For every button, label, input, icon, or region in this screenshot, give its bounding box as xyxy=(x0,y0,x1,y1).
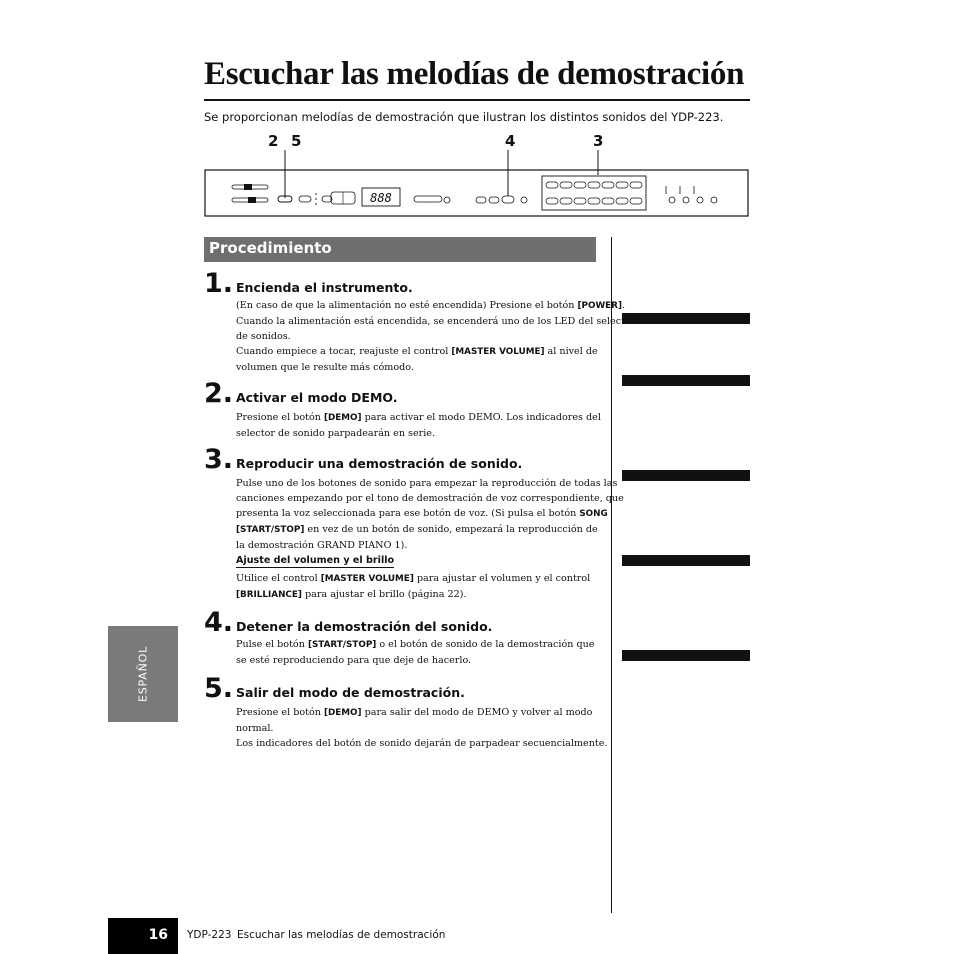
body-text: la demostración GRAND PIANO 1). xyxy=(236,540,408,551)
body-line xyxy=(236,637,598,653)
sidebar-note-bar xyxy=(622,650,750,661)
tempo-button xyxy=(322,196,332,202)
body-line xyxy=(236,476,618,491)
body-text: se esté reproduciendo para que deje de hacerlo. xyxy=(236,655,472,666)
footer-section-title: Escuchar las melodías de demostración xyxy=(237,929,446,941)
body-text: o el botón de sonido de la demostración que xyxy=(376,639,595,650)
body-line xyxy=(236,426,598,441)
start-stop-button xyxy=(521,197,527,203)
rec-button xyxy=(502,196,514,203)
body-line xyxy=(236,410,601,426)
body-text: normal. xyxy=(236,723,274,734)
step-body xyxy=(236,637,598,668)
voice-selector-group xyxy=(542,176,646,210)
body-line xyxy=(236,736,608,751)
body-text: Presione el botón xyxy=(236,707,324,718)
step-number: 4. xyxy=(204,607,234,638)
body-text: Cuando la alimentación está encendida, se encenderá uno de los LED del selector xyxy=(236,316,636,327)
body-line xyxy=(236,587,598,603)
body-text: presenta la voz seleccionada para ese botón de voz. (Si pulsa el botón xyxy=(236,508,580,519)
body-text: Cuando empiece a tocar, reajuste el control xyxy=(236,346,452,357)
step-body xyxy=(236,298,636,375)
voice-buttons xyxy=(546,182,642,204)
body-text: volumen que le resulte más cómodo. xyxy=(236,362,414,373)
body-text: para salir del modo de DEMO y volver al modo xyxy=(361,707,593,718)
control-panel-diagram xyxy=(204,146,750,218)
body-line xyxy=(236,360,598,375)
body-text: canciones empezando por el tono de demostración de voz correspondiente, que xyxy=(236,493,624,504)
step-title: Salir del modo de demostración. xyxy=(236,685,465,700)
step-number: 3. xyxy=(204,444,234,475)
track-2-button xyxy=(489,197,499,203)
body-text: en vez de un botón de sonido, empezará la reproducción de xyxy=(304,524,598,535)
control-name: SONG xyxy=(579,509,608,519)
procedure-heading: Procedimiento xyxy=(209,239,332,257)
body-text: Los indicadores del botón de sonido dejarán de parpadear secuencialmente. xyxy=(236,738,608,749)
step-title: Activar el modo DEMO. xyxy=(236,390,398,405)
body-text: al nivel de xyxy=(544,346,598,357)
body-line xyxy=(236,571,598,587)
display-digits: 888 xyxy=(370,191,392,205)
song-select-buttons xyxy=(414,196,442,202)
body-line xyxy=(236,721,598,736)
body-line xyxy=(236,329,598,344)
body-line xyxy=(236,705,598,721)
sidebar-note-bar xyxy=(622,375,750,386)
effect-indicators xyxy=(666,186,694,194)
sidebar-note-bar xyxy=(622,470,750,481)
body-line xyxy=(236,522,598,538)
body-line xyxy=(236,314,636,329)
step-body xyxy=(236,705,608,751)
body-line xyxy=(236,344,598,360)
control-name: [POWER] xyxy=(577,301,622,311)
track-1-button xyxy=(476,197,486,203)
body-text: de sonidos. xyxy=(236,331,291,342)
title-divider xyxy=(204,99,750,101)
callout-3: 3 xyxy=(593,132,604,150)
control-name: [MASTER VOLUME] xyxy=(451,347,545,357)
body-text: Presione el botón xyxy=(236,412,324,423)
page-number: 16 xyxy=(148,927,168,943)
control-name: [BRILLIANCE] xyxy=(236,590,302,600)
body-text: selector de sonido parpadearán en serie. xyxy=(236,428,436,439)
body-text: Utilice el control xyxy=(236,573,321,584)
step-body xyxy=(236,410,601,441)
song-start-stop-button xyxy=(444,197,450,203)
language-label: ESPAÑOL xyxy=(136,645,150,703)
step-title: Reproducir una demostración de sonido. xyxy=(236,456,523,471)
body-text: (En caso de que la alimentación no esté encendida) Presione el botón xyxy=(236,300,578,311)
body-line xyxy=(236,491,624,506)
callout-5: 5 xyxy=(291,132,302,150)
control-name: [START/STOP] xyxy=(307,640,377,650)
body-line xyxy=(236,653,598,668)
body-line xyxy=(236,506,608,522)
control-name: [DEMO] xyxy=(323,413,362,423)
body-text: para activar el modo DEMO. Los indicadores del xyxy=(361,412,601,423)
control-name: [DEMO] xyxy=(323,708,362,718)
body-text: Pulse uno de los botones de sonido para empezar la reproducción de todas las xyxy=(236,478,618,489)
body-text: . xyxy=(621,300,626,311)
variation-button xyxy=(697,197,703,203)
procedure-heading-bar xyxy=(204,237,596,262)
step-title: Detener la demostración del sonido. xyxy=(236,619,493,634)
sidebar-note-bar xyxy=(622,313,750,324)
step-body xyxy=(236,476,624,553)
control-name: [START/STOP] xyxy=(236,525,305,535)
page-title: Escuchar las melodías de demostración xyxy=(204,56,745,92)
step-number: 1. xyxy=(204,268,234,299)
body-text: para ajustar el brillo (página 22). xyxy=(301,589,467,600)
metronome-button xyxy=(299,196,311,202)
panel-outline xyxy=(205,170,748,216)
body-text: para ajustar el volumen y el control xyxy=(413,573,591,584)
callout-4: 4 xyxy=(505,132,516,150)
intro-text: Se proporcionan melodías de demostración que ilustran los distintos sonidos del YDP-223. xyxy=(204,110,724,124)
body-line xyxy=(236,538,598,553)
effect-button xyxy=(683,197,689,203)
reverb-button xyxy=(669,197,675,203)
sidebar-note-bar xyxy=(622,555,750,566)
footer-model: YDP-223 xyxy=(187,929,232,941)
step-number: 2. xyxy=(204,378,234,409)
callout-2: 2 xyxy=(268,132,279,150)
subsection-heading: Ajuste del volumen y el brillo xyxy=(236,555,395,566)
power-button xyxy=(711,197,717,203)
body-text: Pulse el botón xyxy=(236,639,308,650)
control-name: [MASTER VOLUME] xyxy=(320,574,414,584)
step-number: 5. xyxy=(204,673,234,704)
body-line xyxy=(236,298,626,314)
column-divider xyxy=(611,237,612,913)
page-number-box xyxy=(108,918,178,954)
subsection-body xyxy=(236,571,598,603)
step-title: Encienda el instrumento. xyxy=(236,280,413,295)
language-tab xyxy=(108,626,178,722)
